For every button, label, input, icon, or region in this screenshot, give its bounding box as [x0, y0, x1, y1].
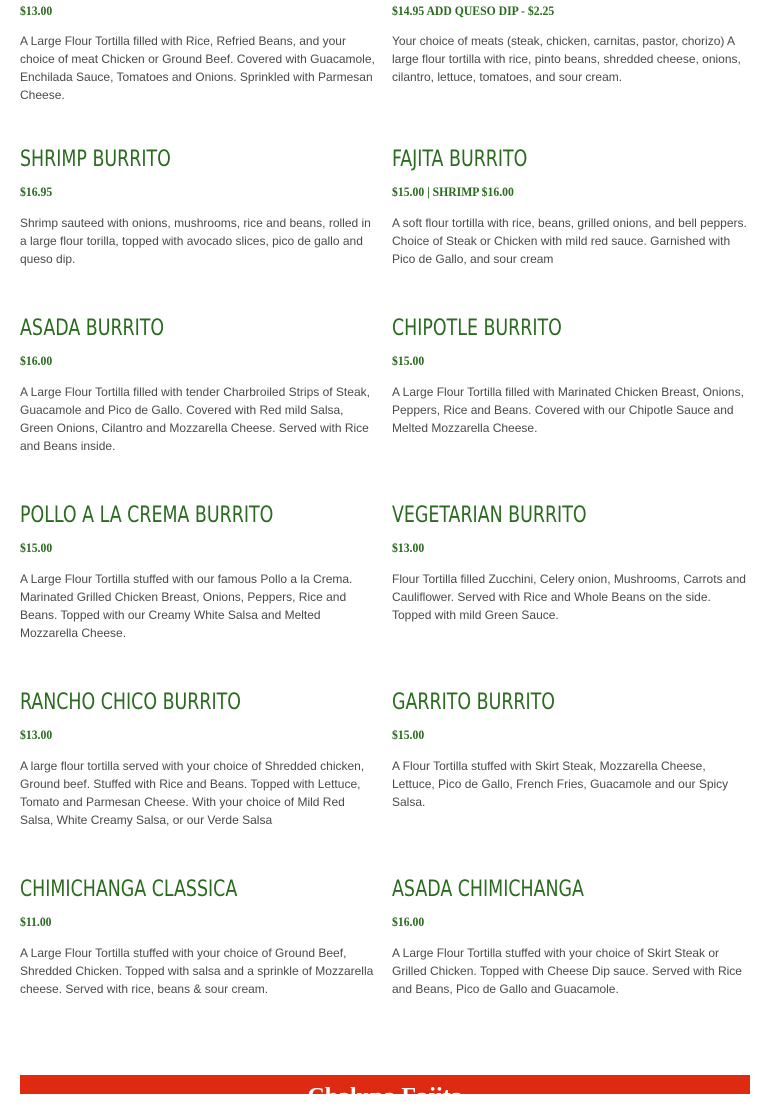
menu-item-shrimp-burrito — [20, 147, 375, 268]
menu-grid — [20, 0, 750, 1048]
item-price: $13.00 — [20, 3, 53, 18]
menu-row-top — [20, 0, 750, 138]
item-price: $15.00 — [20, 540, 53, 555]
item-price: $16.00 — [20, 353, 53, 368]
menu-row — [20, 307, 750, 494]
menu-item-top-right — [392, 2, 750, 86]
item-description: A Large Flour Tortilla filled with tender Charbroiled Strips of Steak, Guacamole and Pico de Gallo. Covered with Red mild Salsa, Green Onions, Cilantro and Mozzarella Cheese. Served with Rice and Beans inside. — [20, 385, 370, 453]
item-price: $15.00 — [392, 727, 425, 742]
item-description: Your choice of meats (steak, chicken, carnitas, pastor, chorizo) A large flour tortilla with rice, pinto beans, shredded cheese, onions, cilantro, lettuce, tomatoes, and sour cream. — [392, 34, 741, 84]
item-price: $15.00 | SHRIMP $16.00 — [392, 184, 514, 199]
menu-item-pollo-a-la-crema-burrito — [20, 503, 375, 642]
item-title: POLLO A LA CREMA BURRITO — [20, 503, 274, 528]
menu-row — [20, 138, 750, 307]
item-description: Shrimp sauteed with onions, mushrooms, rice and beans, rolled in a large flour torilla, topped with avocado slices, pico de gallo and queso dip. — [20, 216, 371, 266]
item-description: Flour Tortilla filled Zucchini, Celery onion, Mushrooms, Carrots and Cauliflower. Served with Rice and Whole Beans on the side. Topped with mild Green Sauce. — [392, 572, 746, 622]
item-price: $15.00 — [392, 353, 425, 368]
item-title: RANCHO CHICO BURRITO — [20, 690, 241, 715]
item-price: $14.95 ADD QUESO DIP - $2.25 — [392, 3, 555, 18]
item-description: A Flour Tortilla stuffed with Skirt Steak, Mozzarella Cheese, Lettuce, Pico de Gallo, French Fries, Guacamole and our Spicy Salsa. — [392, 759, 729, 809]
item-description: A Large Flour Tortilla stuffed with your choice of Ground Beef, Shredded Chicken. Topped with salsa and a sprinkle of Mozzarella cheese. Served with rice, beans & sour cream. — [20, 946, 374, 996]
item-price: $13.00 — [20, 727, 53, 742]
item-title: ASADA CHIMICHANGA — [392, 877, 584, 902]
menu-item-asada-chimichanga — [392, 877, 750, 998]
menu-item-chimichanga-classica — [20, 877, 375, 998]
item-title: VEGETARIAN BURRITO — [392, 503, 587, 528]
section-banner-heading: Chalupa Fajita — [307, 1084, 463, 1110]
item-description: A soft flour tortilla with rice, beans, grilled onions, and bell peppers. Choice of Steak or Chicken with mild red sauce. Garnished with Pico de Gallo, and sour cream — [392, 216, 747, 266]
item-description: A Large Flour Tortilla filled with Marinated Chicken Breast, Onions, Peppers, Rice and Beans. Covered with our Chipotle Sauce and Melted Mozzarella Cheese. — [392, 385, 744, 435]
item-price: $16.95 — [20, 184, 53, 199]
item-price: $16.00 — [392, 914, 425, 929]
item-price: $11.00 — [20, 914, 52, 929]
item-description: A Large Flour Tortilla stuffed with your choice of Skirt Steak or Grilled Chicken. Topped with Cheese Dip sauce. Served with Rice and Beans, Pico de Gallo and Guacamole. — [392, 946, 742, 996]
section-banner — [20, 1075, 750, 1110]
item-description: A Large Flour Tortilla filled with Rice, Refried Beans, and your choice of meat Chicken or Ground Beef. Covered with Guacamole, Enchilada Sauce, Tomatoes and Onions. Sprinkled with Parmesan Cheese. — [20, 34, 375, 102]
item-title: FAJITA BURRITO — [392, 147, 528, 172]
menu-item-asada-burrito — [20, 316, 375, 455]
menu-item-top-left — [20, 2, 375, 104]
menu-item-fajita-burrito — [392, 147, 750, 268]
menu-item-vegetarian-burrito — [392, 503, 750, 624]
menu-row — [20, 494, 750, 681]
item-title: CHIPOTLE BURRITO — [392, 316, 562, 341]
item-title: SHRIMP BURRITO — [20, 147, 171, 172]
item-description: A Large Flour Tortilla stuffed with our famous Pollo a la Crema. Marinated Grilled Chicken Breast, Onions, Peppers, Rice and Beans. Topped with our Creamy White Salsa and Melted Mozzarella Cheese. — [20, 572, 353, 640]
item-title: CHIMICHANGA CLASSICA — [20, 877, 238, 902]
menu-item-rancho-chico-burrito — [20, 690, 375, 829]
menu-item-chipotle-burrito — [392, 316, 750, 437]
menu-item-garrito-burrito — [392, 690, 750, 811]
item-title: ASADA BURRITO — [20, 316, 165, 341]
menu-row — [20, 681, 750, 868]
item-price: $13.00 — [392, 540, 425, 555]
item-title: GARRITO BURRITO — [392, 690, 555, 715]
item-description: A large flour tortilla served with your choice of Shredded chicken, Ground beef. Stuffed with Rice and Beans. Topped with Lettuce, Tomato and Parmesan Cheese. With your choice of Mild Red Salsa, White Creamy Salsa, or our Verde Salsa — [20, 759, 365, 827]
menu-row — [20, 868, 750, 1048]
